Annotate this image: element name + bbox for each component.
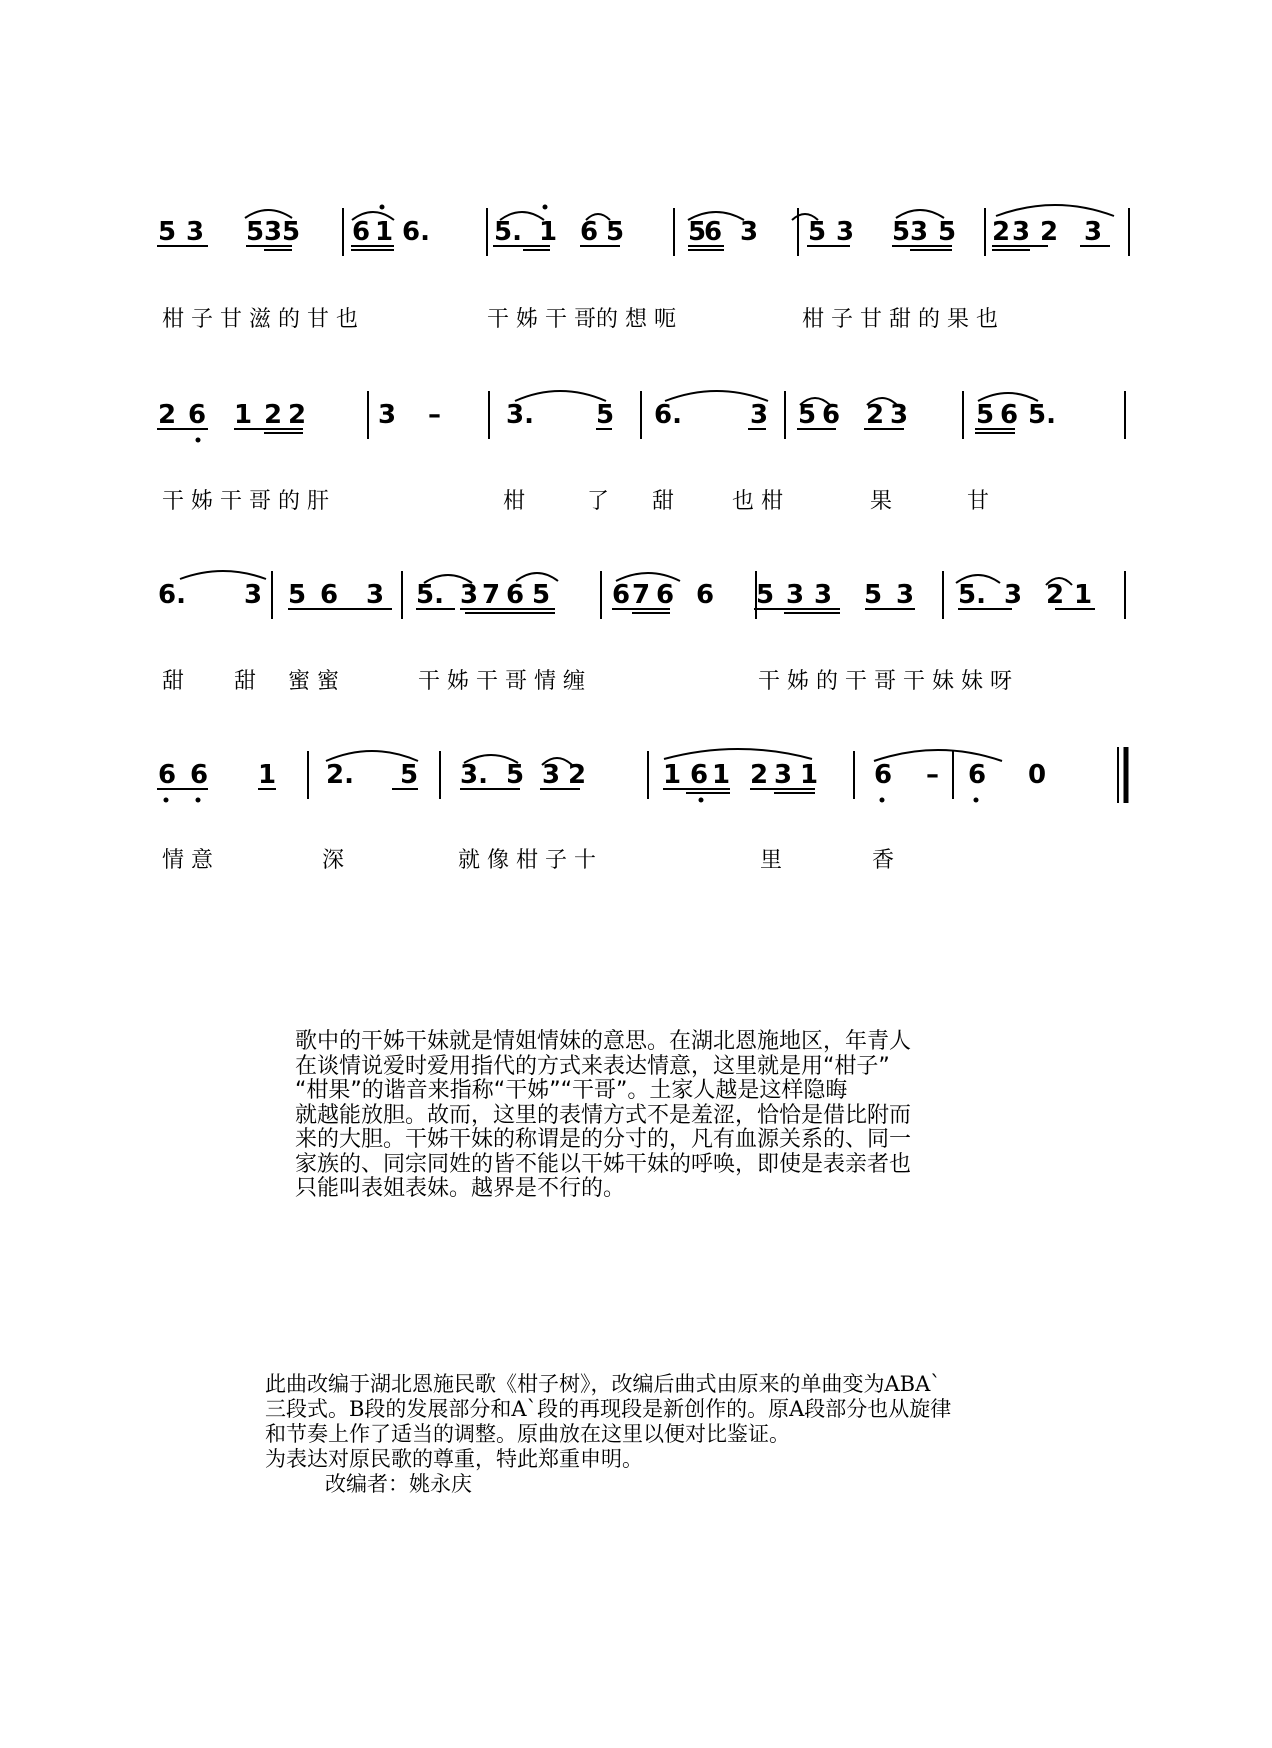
svg-text:3: 3 — [264, 217, 283, 247]
svg-text:6: 6 — [506, 580, 525, 610]
svg-text:6: 6 — [320, 580, 339, 610]
svg-text:3.: 3. — [460, 760, 488, 790]
explanation-line: 来的大胆。干姊干妹的称谓是的分寸的，凡有血源关系的、同一 — [295, 1127, 912, 1152]
lyric-segment: 干 姊 干 哥的 想 呃 — [487, 307, 676, 332]
arranger-credit: 改编者：姚永庆 — [325, 1472, 472, 1496]
svg-text:5: 5 — [938, 217, 957, 247]
svg-text:3: 3 — [814, 580, 833, 610]
svg-text:3: 3 — [890, 400, 909, 430]
svg-text:3: 3 — [836, 217, 855, 247]
svg-text:5: 5 — [596, 400, 615, 430]
lyric-segment: 柑 子 甘 滋 的 甘 也 — [162, 307, 358, 332]
explanation-line: 只能叫表姐表妹。越界是不行的。 — [295, 1176, 626, 1201]
svg-text:5: 5 — [532, 580, 551, 610]
svg-text:3: 3 — [378, 400, 397, 430]
lyric-segment: 情 意 — [162, 848, 213, 873]
explanation-line: 在谈情说爱时爱用指代的方式来表达情意，这里就是用“柑子” — [295, 1053, 890, 1079]
svg-text:5.: 5. — [958, 580, 986, 610]
lyric-segment: 里 — [760, 848, 783, 873]
svg-text:5: 5 — [756, 580, 775, 610]
svg-text:6: 6 — [188, 400, 207, 430]
svg-text:6.: 6. — [158, 580, 186, 610]
svg-text:5: 5 — [288, 580, 307, 610]
svg-text:5: 5 — [282, 217, 301, 247]
svg-text:2: 2 — [288, 400, 307, 430]
lyric-segment: 果 — [870, 489, 893, 514]
svg-text:–: – — [428, 400, 441, 430]
statement-line: 此曲改编于湖北恩施民歌《柑子树》，改编后曲式由原来的单曲变为ABA` — [265, 1372, 941, 1396]
svg-text:6: 6 — [580, 217, 599, 247]
svg-text:6: 6 — [190, 760, 209, 790]
lyric-segment: 也 柑 — [732, 489, 783, 514]
score-row-3-notes — [160, 563, 1120, 623]
svg-text:7: 7 — [632, 580, 651, 610]
svg-text:6.: 6. — [402, 217, 430, 247]
score-row-1-notes — [160, 200, 1120, 260]
lyric-segment: 就 像 柑 子 十 — [458, 848, 596, 873]
svg-text:3: 3 — [740, 217, 759, 247]
svg-text:3: 3 — [1004, 580, 1023, 610]
lyric-segment: 香 — [872, 848, 895, 873]
score-row-2-lyrics — [162, 484, 1122, 514]
svg-text:2: 2 — [158, 400, 177, 430]
svg-text:3: 3 — [460, 580, 479, 610]
explanation-line: 家族的、同宗同姓的皆不能以干姊干妹的呼唤，即使是表亲者也 — [295, 1151, 912, 1177]
svg-text:3: 3 — [1084, 217, 1103, 247]
lyric-segment: 干 姊 干 哥 的 肝 — [162, 489, 329, 514]
score-row-2-notes — [160, 383, 1120, 443]
svg-text:7: 7 — [482, 580, 501, 610]
arrangement-statement — [265, 1372, 1065, 1497]
score-row-4-staff — [160, 743, 1120, 803]
svg-text:5: 5 — [506, 760, 525, 790]
svg-text:3: 3 — [244, 580, 263, 610]
svg-text:6: 6 — [696, 580, 715, 610]
svg-text:1: 1 — [258, 760, 277, 790]
statement-line: 为表达对原民歌的尊重，特此郑重申明。 — [265, 1447, 643, 1471]
svg-text:2: 2 — [866, 400, 885, 430]
lyric-segment: 干 姊 干 哥 情 缠 — [418, 669, 585, 694]
svg-text:6.: 6. — [654, 400, 682, 430]
svg-text:5: 5 — [892, 217, 911, 247]
svg-text:1: 1 — [234, 400, 253, 430]
svg-text:3: 3 — [1012, 217, 1031, 247]
statement-line: 三段式。B段的发展部分和A`段的再现段是新创作的。原A段部分也从旋律 — [265, 1397, 952, 1421]
svg-text:5.: 5. — [494, 217, 522, 247]
lyric-segment: 蜜 蜜 — [288, 669, 339, 694]
svg-text:2: 2 — [750, 760, 769, 790]
svg-text:5: 5 — [400, 760, 419, 790]
svg-text:3: 3 — [910, 217, 929, 247]
score-row-2-staff — [160, 383, 1120, 443]
svg-text:6: 6 — [158, 760, 177, 790]
lyric-segment: 深 — [322, 848, 345, 873]
svg-text:6: 6 — [656, 580, 675, 610]
svg-text:5: 5 — [606, 217, 625, 247]
svg-text:6: 6 — [874, 760, 893, 790]
svg-text:5: 5 — [798, 400, 817, 430]
svg-text:5: 5 — [808, 217, 827, 247]
svg-text:5: 5 — [688, 217, 707, 247]
score-row-3-staff — [160, 563, 1120, 623]
score-row-1-lyrics — [162, 302, 1122, 332]
explanation-paragraph — [295, 1030, 985, 1202]
svg-text:6: 6 — [968, 760, 987, 790]
statement-line: 和节奏上作了适当的调整。原曲放在这里以便对比鉴证。 — [265, 1422, 790, 1446]
svg-text:5.: 5. — [416, 580, 444, 610]
svg-text:3: 3 — [750, 400, 769, 430]
score-row-1-staff — [160, 200, 1120, 260]
explanation-line: 歌中的干姊干妹就是情姐情妹的意思。在湖北恩施地区，年青人 — [295, 1029, 912, 1054]
svg-text:2: 2 — [1046, 580, 1065, 610]
svg-text:6: 6 — [690, 760, 709, 790]
svg-text:2: 2 — [1040, 217, 1059, 247]
svg-text:6: 6 — [704, 217, 723, 247]
lyric-segment: 了 — [587, 489, 610, 514]
svg-text:1: 1 — [375, 217, 394, 247]
lyric-segment: 柑 子 甘 甜 的 果 也 — [802, 307, 998, 332]
lyric-segment: 甘 — [967, 489, 990, 514]
svg-text:5: 5 — [976, 400, 995, 430]
svg-text:5: 5 — [246, 217, 265, 247]
svg-text:3: 3 — [896, 580, 915, 610]
svg-text:6: 6 — [1000, 400, 1019, 430]
svg-text:5: 5 — [158, 217, 177, 247]
lyric-segment: 甜 — [162, 669, 185, 694]
svg-text:6: 6 — [822, 400, 841, 430]
score-row-4-lyrics — [162, 843, 1122, 873]
svg-text:2.: 2. — [326, 760, 354, 790]
lyric-segment: 甜 — [652, 489, 675, 514]
svg-text:3: 3 — [542, 760, 561, 790]
svg-text:1: 1 — [1074, 580, 1093, 610]
svg-text:6: 6 — [612, 580, 631, 610]
svg-text:2: 2 — [264, 400, 283, 430]
svg-text:2: 2 — [568, 760, 587, 790]
svg-text:2: 2 — [992, 217, 1011, 247]
svg-text:3: 3 — [186, 217, 205, 247]
explanation-line: “柑果”的谐音来指称“干姊”“干哥”。土家人越是这样隐晦 — [295, 1078, 848, 1103]
svg-text:0: 0 — [1028, 760, 1047, 790]
svg-text:6: 6 — [352, 217, 371, 247]
score-row-4-notes — [160, 743, 1120, 803]
svg-text:–: – — [926, 760, 939, 790]
svg-text:3: 3 — [774, 760, 793, 790]
svg-text:3: 3 — [366, 580, 385, 610]
lyric-segment: 柑 — [503, 489, 526, 514]
lyric-segment: 干 姊 的 干 哥 干 妹 妹 呀 — [758, 669, 1012, 694]
score-row-3-lyrics — [162, 664, 1122, 694]
svg-text:3: 3 — [786, 580, 805, 610]
svg-text:1: 1 — [712, 760, 731, 790]
svg-text:5.: 5. — [1028, 400, 1056, 430]
svg-text:3.: 3. — [506, 400, 534, 430]
lyric-segment: 甜 — [234, 669, 257, 694]
svg-text:5: 5 — [864, 580, 883, 610]
explanation-line: 就越能放胆。故而，这里的表情方式不是羞涩，恰恰是借比附而 — [295, 1102, 912, 1128]
svg-text:1: 1 — [800, 760, 819, 790]
svg-text:1: 1 — [663, 760, 682, 790]
svg-text:1: 1 — [539, 217, 558, 247]
